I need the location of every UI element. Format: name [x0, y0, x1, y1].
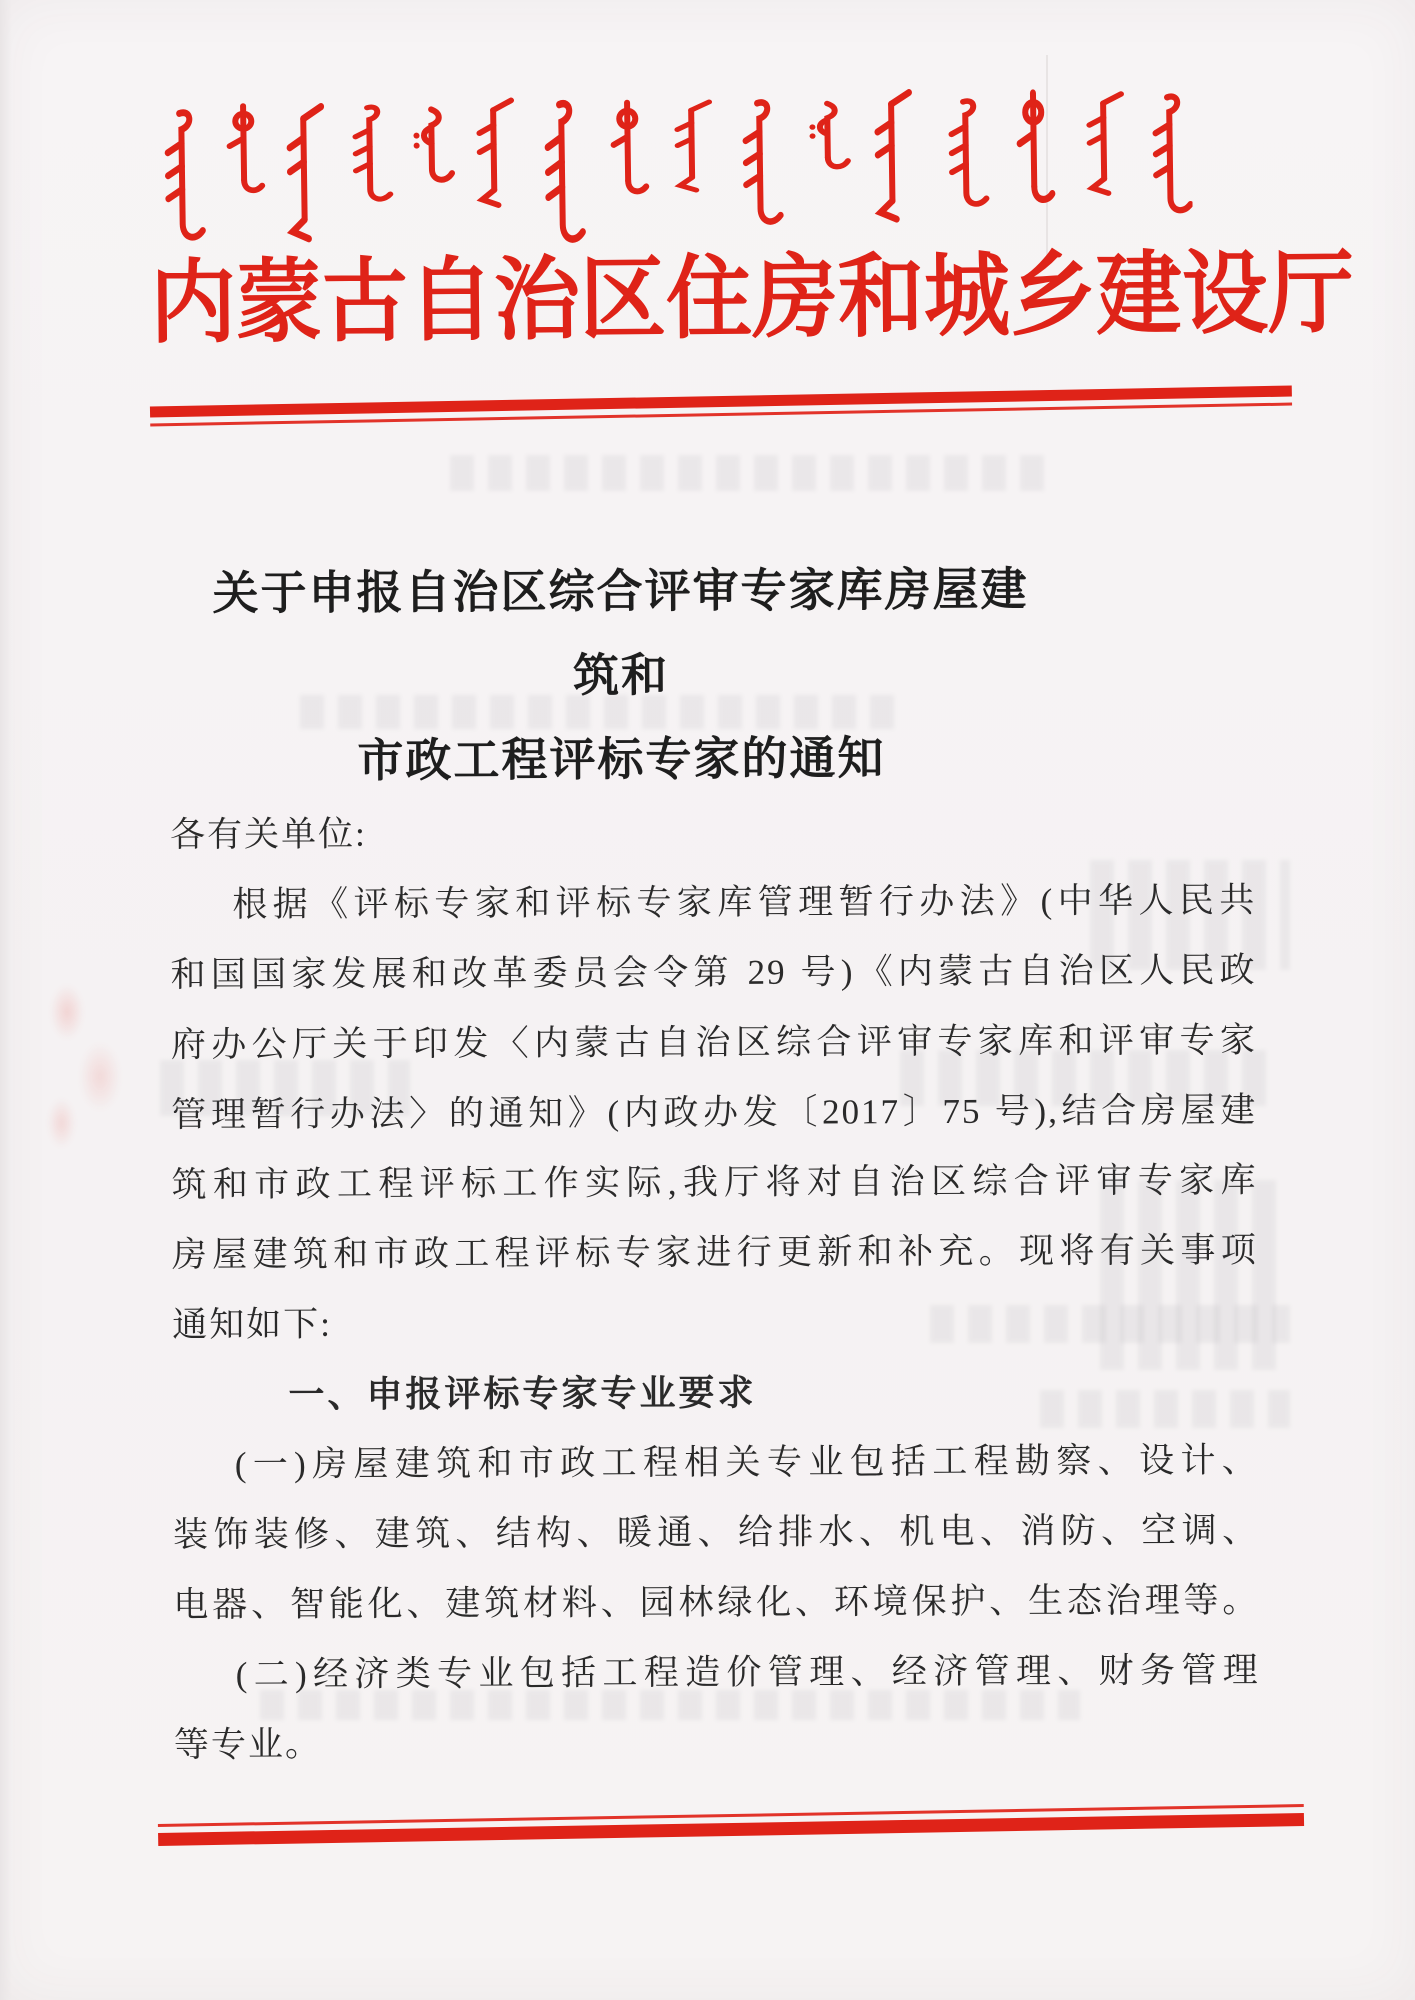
- body-line: 管理暂行办法〉的通知》(内政办发〔2017〕75 号),结合房屋建: [171, 1090, 1258, 1135]
- body-line: 等专业。: [173, 1724, 323, 1765]
- letterhead-rule: [150, 386, 1292, 427]
- body-line: 装饰装修、建筑、结构、暖通、给排水、机电、消防、空调、: [172, 1510, 1260, 1555]
- bleed-through-artifact: [160, 1060, 410, 1116]
- document-title-line1: 关于申报自治区综合评审专家库房屋建筑和: [212, 563, 1029, 702]
- body-line: (二)经济类专业包括工程造价管理、经济管理、财务管理: [235, 1650, 1260, 1695]
- bleed-through-artifact: [260, 1690, 1080, 1720]
- bleed-through-artifact: [300, 695, 900, 729]
- mongolian-script-banner: [161, 83, 1193, 257]
- body-line: 府办公厅关于印发〈内蒙古自治区综合评审专家库和评审专家: [170, 1020, 1258, 1065]
- body-line: 和国国家发展和改革委员会令第 29 号)《内蒙古自治区人民政: [170, 950, 1257, 995]
- bleed-through-artifact: [450, 455, 1050, 491]
- section-heading: 一、申报评标专家专业要求: [288, 1371, 757, 1415]
- bleed-through-artifact: [930, 1305, 1290, 1343]
- body-line: 各有关单位:: [169, 814, 367, 855]
- mongolian-script-glyphs: [161, 83, 1193, 257]
- document-title: [189, 548, 1052, 805]
- footer-rule-thick: [158, 1813, 1304, 1846]
- bleed-through-artifact: [1040, 1390, 1290, 1428]
- body-line: (一)房屋建筑和市政工程相关专业包括工程勘察、设计、: [234, 1440, 1259, 1485]
- body-line: 房屋建筑和市政工程评标专家进行更新和补充。现将有关事项: [171, 1230, 1258, 1275]
- footer-rule: [158, 1804, 1304, 1846]
- scan-edge-shadow: [0, 0, 12, 2000]
- body-line: 通知如下:: [172, 1304, 332, 1345]
- document-title-line2: 市政工程评标专家的通知: [357, 732, 886, 787]
- body-line: 筑和市政工程评标工作实际,我厅将对自治区综合评审专家库: [171, 1160, 1258, 1205]
- bleed-through-artifact: [1090, 860, 1290, 970]
- body-line: 电器、智能化、建筑材料、园林绿化、环境保护、生态治理等。: [173, 1580, 1260, 1625]
- agency-name-title: 内蒙古自治区住房和城乡建设厅: [149, 242, 1355, 355]
- body-line: 根据《评标专家和评标专家库管理暂行办法》(中华人民共: [232, 880, 1257, 925]
- red-ink-smudge: [34, 975, 144, 1160]
- bleed-through-artifact: [900, 1050, 1280, 1106]
